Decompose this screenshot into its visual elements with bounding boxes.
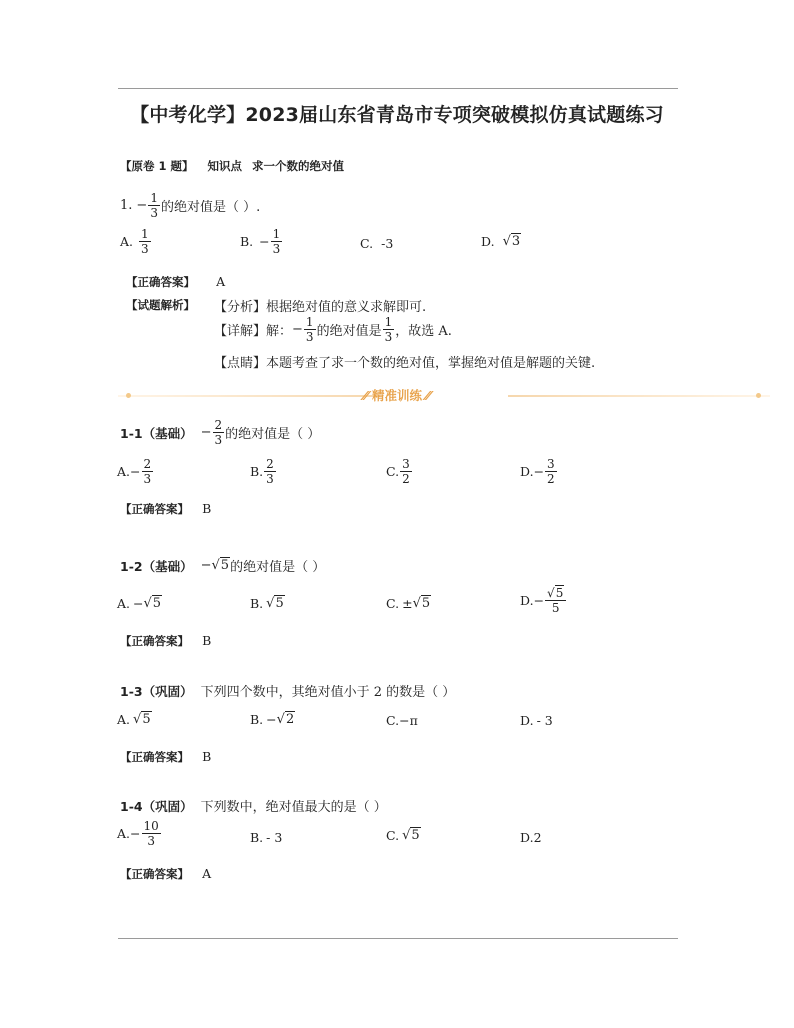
square-root: √5 xyxy=(402,828,420,843)
q1-option-b xyxy=(240,228,283,255)
practice-1-3 xyxy=(120,681,455,700)
square-root: √5 xyxy=(211,558,230,573)
p3-option-b xyxy=(250,712,295,727)
q1-option-d xyxy=(481,234,521,249)
radicand: 5 xyxy=(220,558,230,573)
minus-sign: − xyxy=(130,464,141,479)
option-label: B. xyxy=(250,596,264,611)
analysis-label: 【试题解析】 xyxy=(126,298,195,312)
practice-heading: 1-4（巩固） xyxy=(120,798,193,814)
square-root: √5 xyxy=(133,712,151,727)
p1-option-d xyxy=(520,458,558,485)
option-text: - 3 xyxy=(536,713,553,728)
q1-option-a xyxy=(120,228,152,255)
numerator: 1 xyxy=(272,227,281,241)
fraction xyxy=(545,458,557,485)
denominator: 2 xyxy=(547,472,555,486)
answer-label: 【正确答案】 xyxy=(120,502,189,516)
fraction xyxy=(383,316,395,343)
answer-value: A xyxy=(216,274,226,289)
knowledge-point: 求一个数的绝对值 xyxy=(252,159,345,173)
answer-value: B xyxy=(202,633,212,648)
numerator: √5 xyxy=(545,587,566,601)
p4-option-c xyxy=(386,828,421,843)
banner-title xyxy=(0,386,794,404)
fraction xyxy=(213,419,225,446)
p3-option-a xyxy=(117,712,152,727)
answer-label: 【正确答案】 xyxy=(120,867,189,881)
denominator: 2 xyxy=(402,472,410,486)
denominator: 3 xyxy=(143,472,152,486)
numerator: 10 xyxy=(143,819,159,833)
radicand: 2 xyxy=(285,712,295,727)
p2-option-c xyxy=(386,596,431,611)
practice-heading: 1-2（基础） xyxy=(120,558,193,574)
square-root: √3 xyxy=(502,234,521,249)
denominator: 3 xyxy=(384,330,393,344)
option-label: A. xyxy=(117,596,131,611)
option-label: D. xyxy=(520,830,534,845)
radicand: 3 xyxy=(511,234,521,249)
fraction xyxy=(271,228,283,255)
square-root: √5 xyxy=(412,596,431,611)
p4-option-d xyxy=(520,830,542,845)
option-text: -3 xyxy=(381,236,394,251)
fraction xyxy=(545,587,566,614)
fraction xyxy=(142,820,161,847)
banner-deco-left: ⁄⁄ xyxy=(363,388,368,403)
practice-1-4 xyxy=(120,796,387,815)
fraction xyxy=(400,458,412,485)
option-text: - 3 xyxy=(266,830,283,845)
question-text: 下列四个数中，其绝对值小于 2 的数是（ ） xyxy=(200,685,456,700)
p4-option-b xyxy=(250,830,282,845)
fraction xyxy=(142,458,154,485)
minus-sign: − xyxy=(259,234,270,249)
option-label: D. xyxy=(520,593,534,608)
analysis-text: 【分析】根据绝对值的意义求解即可. xyxy=(214,300,427,315)
square-root: √2 xyxy=(276,712,295,727)
practice-1-1 xyxy=(120,419,320,446)
minus-sign: − xyxy=(133,596,144,611)
detail-middle: 的绝对值是 xyxy=(316,324,382,339)
option-label: B. xyxy=(250,830,264,845)
p1-answer-row xyxy=(120,498,211,517)
option-label: B. xyxy=(250,712,264,727)
fraction xyxy=(264,458,276,485)
square-root: √5 xyxy=(143,596,162,611)
option-label: B. xyxy=(240,234,254,249)
p3-option-d xyxy=(520,713,553,728)
p2-answer-row xyxy=(120,630,211,649)
analysis-detail xyxy=(214,316,452,343)
bottom-rule xyxy=(118,938,678,939)
p4-answer-row xyxy=(120,863,211,882)
minus-sign: − xyxy=(533,464,545,479)
analysis-comment: 【点睛】本题考查了求一个数的绝对值，掌握绝对值是解题的关键. xyxy=(214,356,596,371)
option-label: C. xyxy=(386,713,400,728)
banner-deco-right: ⁄⁄ xyxy=(426,388,431,403)
p2-option-a xyxy=(117,596,162,611)
answer-label: 【正确答案】 xyxy=(120,750,189,764)
banner-text: 精准训练 xyxy=(371,388,422,403)
fraction xyxy=(139,228,151,255)
minus-sign: − xyxy=(292,322,303,337)
answer-value: B xyxy=(202,749,212,764)
denominator: 3 xyxy=(150,206,158,220)
knowledge-point-label: 知识点 xyxy=(207,159,243,173)
option-label: D. xyxy=(520,713,534,728)
minus-sign: − xyxy=(130,826,141,841)
question-number: 1. xyxy=(120,198,133,213)
option-label: A. xyxy=(117,464,131,479)
denominator: 3 xyxy=(147,834,155,848)
detail-prefix: 【详解】解： xyxy=(214,324,293,339)
minus-sign: − xyxy=(200,425,212,440)
fraction xyxy=(148,192,160,219)
option-label: C. xyxy=(386,828,400,843)
p3-answer-row xyxy=(120,746,211,765)
option-label: A. xyxy=(120,234,134,249)
p1-option-b xyxy=(250,458,277,485)
numerator: 1 xyxy=(384,315,393,329)
question-text: 的绝对值是（ ） xyxy=(225,427,321,442)
minus-sign: − xyxy=(533,593,545,608)
answer-value: B xyxy=(202,501,212,516)
fraction xyxy=(304,316,316,343)
q1-option-c xyxy=(360,236,393,251)
p1-option-c xyxy=(386,458,413,485)
numerator: 2 xyxy=(214,418,223,432)
square-root: √5 xyxy=(266,596,284,611)
option-label: C. xyxy=(360,236,374,251)
p1-option-a xyxy=(117,458,154,485)
option-text: 2 xyxy=(533,830,542,845)
denominator: 3 xyxy=(272,242,281,256)
option-label: C. xyxy=(386,596,400,611)
answer-label: 【正确答案】 xyxy=(120,634,189,648)
option-text: −π xyxy=(399,713,418,728)
practice-heading: 1-1（基础） xyxy=(120,425,193,441)
numerator: 2 xyxy=(143,457,152,471)
p2-option-d xyxy=(520,587,567,614)
source-meta xyxy=(120,158,344,174)
denominator: 3 xyxy=(266,472,274,486)
source-label: 【原卷 1 题】 xyxy=(120,159,194,173)
minus-sign: − xyxy=(200,558,212,573)
radicand: 5 xyxy=(411,828,420,843)
answer-value: A xyxy=(202,866,212,881)
question-1 xyxy=(120,192,260,219)
radicand: 5 xyxy=(555,586,564,600)
q1-answer-row xyxy=(126,271,225,290)
option-label: A. xyxy=(117,826,131,841)
practice-heading: 1-3（巩固） xyxy=(120,683,193,699)
question-text: 的绝对值是（ ）. xyxy=(160,200,261,215)
numerator: 1 xyxy=(150,191,158,205)
numerator: 3 xyxy=(402,457,410,471)
radicand: 5 xyxy=(421,596,431,611)
numerator: 1 xyxy=(305,315,314,329)
radicand: 5 xyxy=(275,596,284,611)
minus-sign: − xyxy=(136,198,148,213)
minus-sign: − xyxy=(266,712,277,727)
practice-1-2 xyxy=(120,556,325,575)
page-title: 【中考化学】2023届山东省青岛市专项突破模拟仿真试题练习 xyxy=(130,104,664,126)
question-text: 下列数中，绝对值最大的是（ ） xyxy=(200,800,387,815)
radicand: 5 xyxy=(142,712,151,727)
detail-suffix: ，故选 A. xyxy=(395,324,452,339)
option-label: D. xyxy=(481,234,495,249)
question-text: 的绝对值是（ ） xyxy=(230,560,326,575)
option-label: D. xyxy=(520,464,534,479)
denominator: 3 xyxy=(141,242,149,256)
denominator: 3 xyxy=(305,330,314,344)
numerator: 2 xyxy=(266,457,274,471)
numerator: 3 xyxy=(547,457,555,471)
radicand: 5 xyxy=(152,596,162,611)
plus-minus-sign: ± xyxy=(402,596,413,611)
option-label: A. xyxy=(117,712,131,727)
p2-option-b xyxy=(250,596,285,611)
numerator: 1 xyxy=(141,227,149,241)
denominator: 3 xyxy=(214,433,223,447)
denominator: 5 xyxy=(551,601,560,615)
option-label: B. xyxy=(250,464,264,479)
option-label: C. xyxy=(386,464,400,479)
top-rule xyxy=(118,88,678,89)
p3-option-c xyxy=(386,713,418,728)
p4-option-a xyxy=(117,820,162,847)
answer-label: 【正确答案】 xyxy=(126,275,195,289)
